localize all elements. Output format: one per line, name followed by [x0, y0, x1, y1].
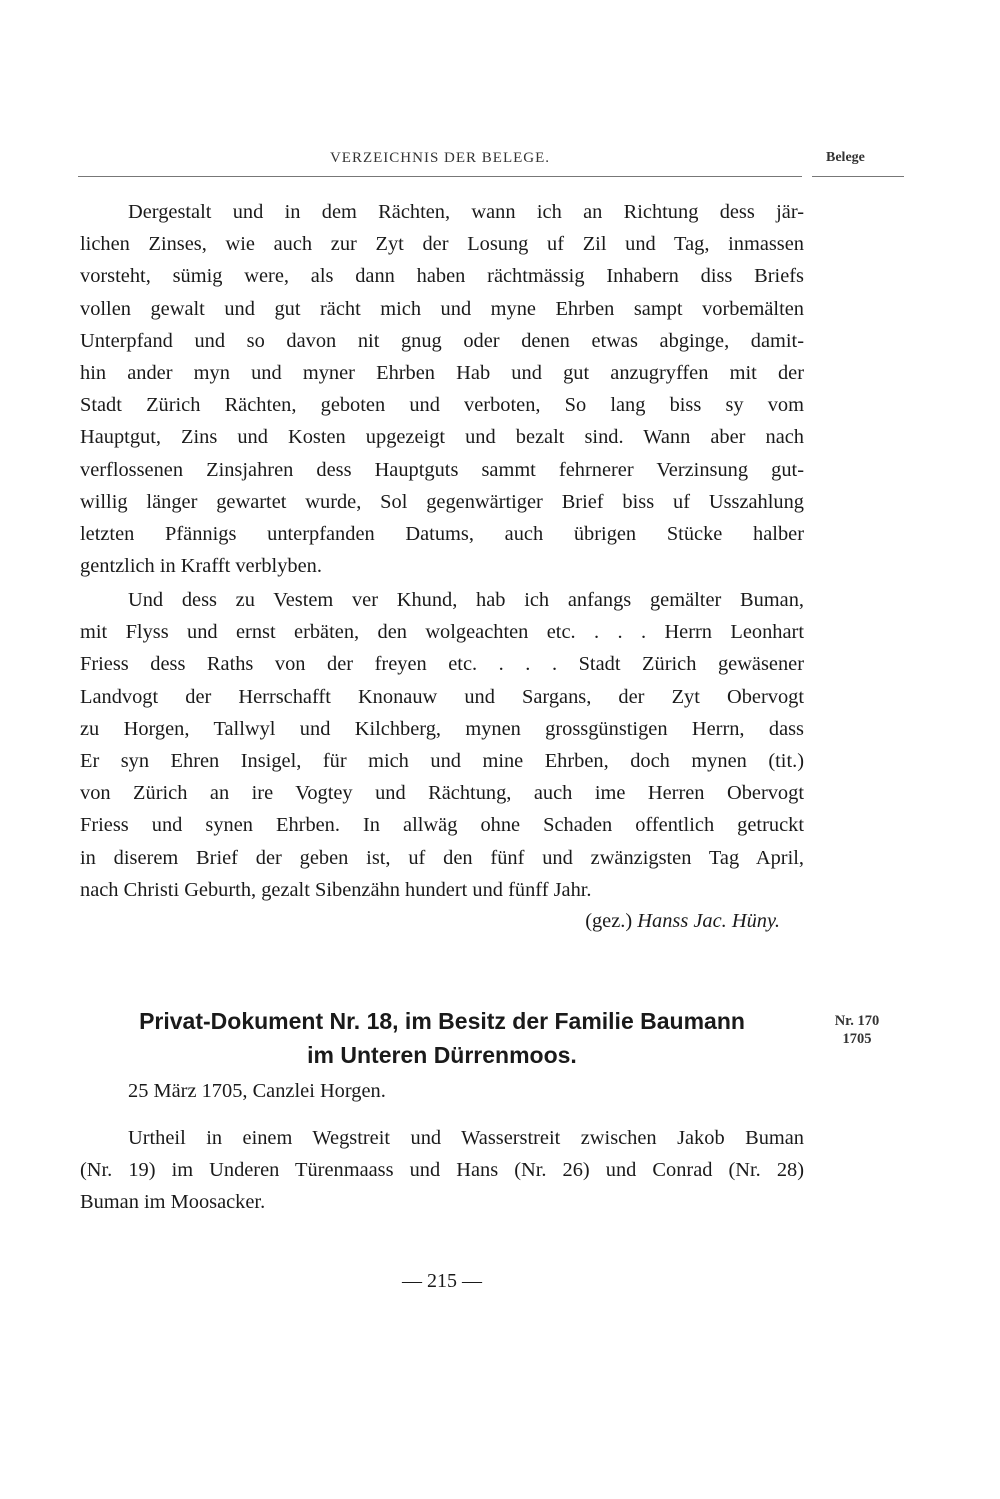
margin-note-number: Nr. 170: [834, 1013, 880, 1029]
text-line: zu Horgen, Tallwyl und Kilchberg, mynen grossgünstigen Herrn, dass: [80, 717, 804, 740]
text-line: Friess und synen Ehrben. In allwäg ohne Schaden offentlich getruckt: [80, 814, 804, 837]
text-line: Und dess zu Vestem ver Khund, hab ich anfangs gemälter Buman,: [128, 589, 804, 611]
text-line: Friess dess Raths von der freyen etc. . . . Stadt Zürich gewäsener: [80, 653, 804, 676]
text-line: Er syn Ehren Insigel, für mich und mine Ehrben, doch mynen (tit.): [80, 750, 804, 773]
header-rule: [78, 176, 802, 177]
text-line: in diserem Brief der geben ist, uf den fünf und zwänzigsten Tag April,: [80, 846, 804, 869]
section-heading-line-2: im Unteren Dürrenmoos.: [307, 1042, 577, 1068]
margin-header-label: Belege: [826, 150, 865, 165]
text-line: nach Christi Geburth, gezalt Sibenzähn hundert und fünff Jahr.: [80, 878, 592, 901]
text-line: von Zürich an ire Vogtey und Rächtung, auch ime Herren Obervogt: [80, 782, 804, 805]
text-line: Unterpfand und so davon nit gnug oder denen etwas abginge, damit-: [80, 329, 804, 352]
paragraph-1: [80, 196, 804, 582]
section-date-line: 25 März 1705, Canzlei Horgen.: [128, 1080, 386, 1102]
text-line: hin ander myn und myner Ehrben Hab und gut anzugryffen mit der: [80, 362, 804, 385]
text-line: Dergestalt und in dem Rächten, wann ich an Richtung dess jär-: [128, 201, 804, 223]
section-heading: [80, 1004, 804, 1072]
text-line: gentzlich in Krafft verblyben.: [80, 555, 322, 578]
signature: [80, 910, 780, 933]
paragraph-2: [80, 584, 804, 906]
signature-prefix: (gez.): [585, 910, 633, 932]
page-number: — 215 —: [402, 1270, 482, 1292]
text-line: (Nr. 19) im Underen Türenmaass und Hans (Nr. 26) und Conrad (Nr. 28): [80, 1159, 804, 1182]
text-line: Hauptgut, Zins und Kosten upgezeigt und bezalt sind. Wann aber nach: [80, 426, 804, 449]
text-line: verflossenen Zinsjahren dess Hauptguts sammt fehrnerer Verzinsung gut-: [80, 458, 804, 481]
running-header: VERZEICHNIS DER BELEGE.: [329, 150, 551, 166]
section-body: [80, 1122, 804, 1219]
margin-note-year: 1705: [842, 1031, 872, 1047]
text-line: vollen gewalt und gut rächt mich und myne Ehrben sampt vorbemälten: [80, 297, 804, 320]
text-line: Stadt Zürich Rächten, geboten und verboten, So lang biss sy vom: [80, 394, 804, 417]
text-line: Urtheil in einem Wegstreit und Wasserstreit zwischen Jakob Buman: [128, 1127, 804, 1149]
signature-name: Hanss Jac. Hüny.: [637, 910, 780, 932]
section-heading-line-1: Privat-Dokument Nr. 18, im Besitz der Familie Baumann: [139, 1008, 745, 1034]
text-line: willig länger gewartet wurde, Sol gegenwärtiger Brief biss uf Usszahlung: [80, 490, 804, 513]
text-line: mit Flyss und ernst erbäten, den wolgeachten etc. . . . Herrn Leonhart: [80, 621, 804, 644]
margin-note: [820, 1012, 894, 1048]
text-line: vorsteht, sümig were, als dann haben rächtmässig Inhabern diss Briefs: [80, 265, 804, 288]
text-line: letzten Pfännigs unterpfanden Datums, auch übrigen Stücke halber: [80, 523, 804, 546]
margin-header-rule: [812, 176, 904, 177]
text-line: Landvogt der Herrschafft Knonauw und Sargans, der Zyt Obervogt: [80, 685, 804, 708]
text-line: Buman im Moosacker.: [80, 1191, 266, 1214]
text-line: lichen Zinses, wie auch zur Zyt der Losung uf Zil und Tag, inmassen: [80, 233, 804, 256]
